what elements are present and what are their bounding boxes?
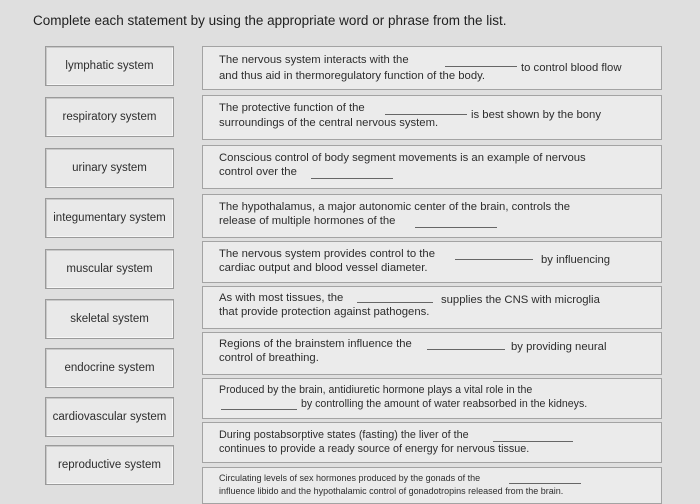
statement-4-blank[interactable] (415, 227, 497, 228)
statement-7-right: by providing neural (511, 341, 607, 353)
statement-5-blank[interactable] (455, 259, 533, 260)
statement-6 (202, 286, 662, 329)
statement-10 (202, 467, 662, 504)
statement-2-line1: The protective function of the (219, 102, 365, 114)
statement-1-line1: The nervous system interacts with the (219, 54, 409, 66)
statement-6-line1: As with most tissues, the (219, 292, 344, 304)
statement-8 (202, 378, 662, 419)
statement-8-line1: Produced by the brain, antidiuretic hormone plays a vital role in the (219, 384, 533, 396)
statement-10-blank[interactable] (509, 483, 581, 484)
word-muscular-system[interactable]: muscular system (45, 249, 174, 289)
word-reproductive-system[interactable]: reproductive system (45, 445, 174, 485)
statement-3-line1: Conscious control of body segment movements is an example of nervous (219, 152, 586, 164)
statement-5-right: by influencing (541, 254, 611, 266)
word-lymphatic-system[interactable]: lymphatic system (45, 46, 174, 86)
statement-2-line2: surroundings of the central nervous system. (219, 117, 439, 129)
statement-5-line1: The nervous system provides control to the (219, 248, 435, 260)
statement-6-right: supplies the CNS with microglia (441, 294, 600, 306)
word-cardiovascular-system[interactable]: cardiovascular system (45, 397, 174, 437)
statement-9-line2: continues to provide a ready source of energy for nervous tissue. (219, 443, 530, 455)
statement-8-blank[interactable] (221, 409, 297, 410)
statement-8-line2: by controlling the amount of water reabsorbed in the kidneys. (301, 398, 588, 410)
statement-1-line2: and thus aid in thermoregulatory function of the body. (219, 70, 486, 82)
statement-4-line2: release of multiple hormones of the (219, 215, 396, 227)
statement-6-blank[interactable] (357, 302, 433, 303)
statement-2-right: is best shown by the bony (471, 109, 601, 121)
statement-10-line1: Circulating levels of sex hormones produced by the gonads of the (219, 473, 481, 483)
statement-1-right: to control blood flow (521, 62, 622, 74)
statement-3-line2: control over the (219, 166, 297, 178)
statement-4 (202, 194, 662, 238)
statement-5 (202, 241, 662, 283)
statement-7 (202, 332, 662, 375)
statement-2-blank[interactable] (385, 114, 467, 115)
statement-7-blank[interactable] (427, 349, 505, 350)
statement-1 (202, 46, 662, 90)
word-respiratory-system[interactable]: respiratory system (45, 97, 174, 137)
word-urinary-system[interactable]: urinary system (45, 148, 174, 188)
statement-6-line2: that provide protection against pathogens. (219, 306, 430, 318)
statement-3 (202, 145, 662, 189)
statement-9 (202, 422, 662, 463)
statement-1-blank[interactable] (445, 66, 517, 67)
statement-3-blank[interactable] (311, 178, 393, 179)
statement-2 (202, 95, 662, 140)
instructions-text: Complete each statement by using the appropriate word or phrase from the list. (33, 13, 507, 28)
statement-5-line2: cardiac output and blood vessel diameter. (219, 262, 428, 274)
statement-4-line1: The hypothalamus, a major autonomic center of the brain, controls the (219, 201, 571, 213)
statement-10-line2: influence libido and the hypothalamic control of gonadotropins released from the brain. (219, 486, 564, 496)
statement-9-line1: During postabsorptive states (fasting) the liver of the (219, 429, 469, 441)
word-endocrine-system[interactable]: endocrine system (45, 348, 174, 388)
statement-7-line1: Regions of the brainstem influence the (219, 338, 412, 350)
statement-7-line2: control of breathing. (219, 352, 319, 364)
word-integumentary-system[interactable]: integumentary system (45, 198, 174, 238)
word-skeletal-system[interactable]: skeletal system (45, 299, 174, 339)
